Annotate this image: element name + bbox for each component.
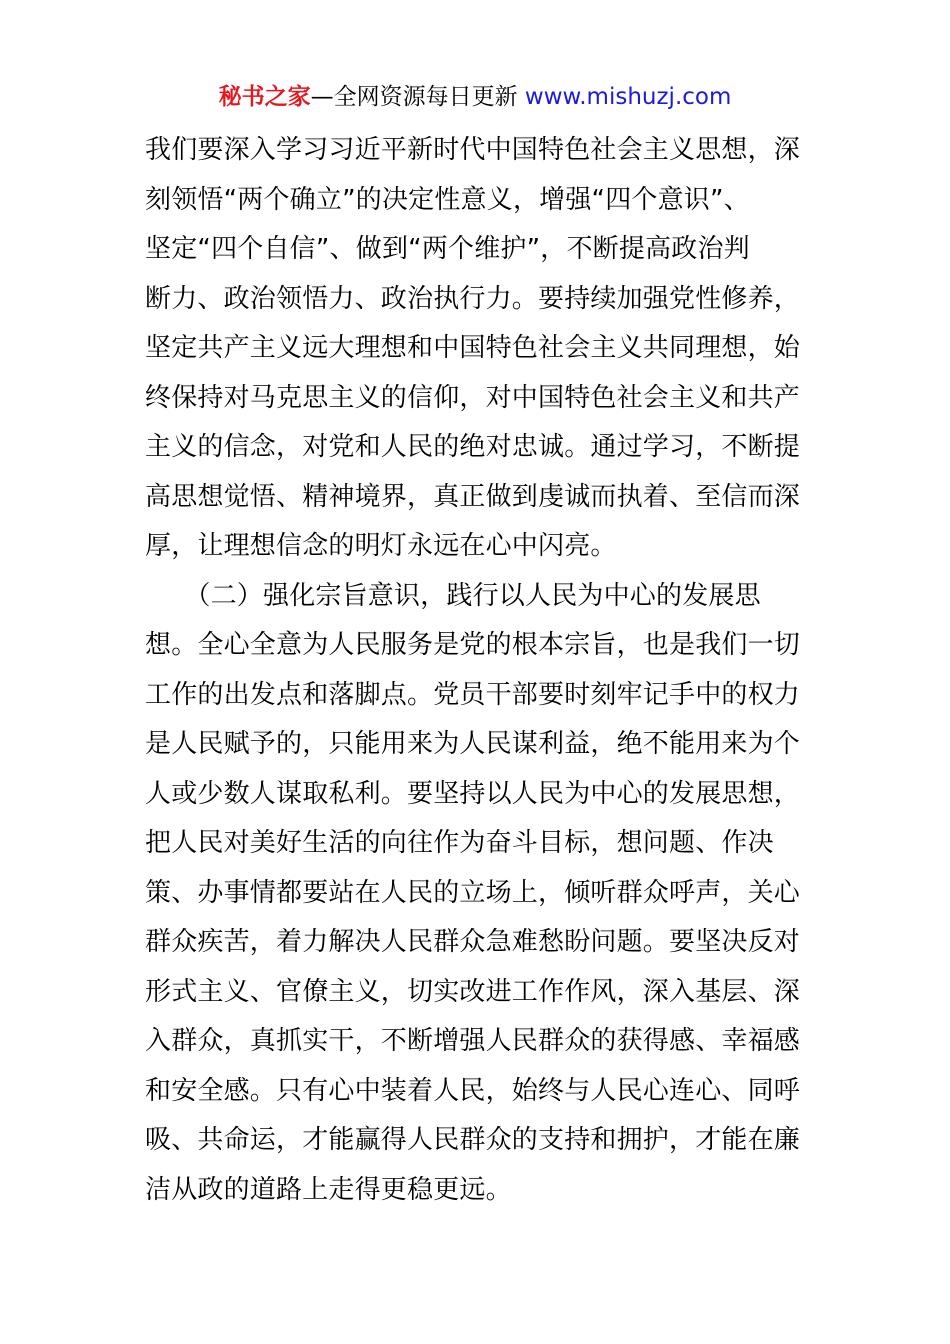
text-line: 主义的信念，对党和人民的绝对忠诚。通过学习，不断提: [145, 432, 801, 462]
site-header: [0, 80, 950, 114]
brand-name: 秘书之家: [218, 84, 311, 110]
text-line: 把人民对美好生活的向往作为奋斗目标，想问题、作决: [145, 828, 774, 858]
text-line: 我们要深入学习习近平新时代中国特色社会主义思想，深: [145, 135, 801, 165]
text-line: 人或少数人谋取私利。要坚持以人民为中心的发展思想，: [145, 778, 801, 809]
text-line: 高思想觉悟、精神境界，真正做到虔诚而执着、至信而深: [145, 481, 801, 512]
text-line: 想。全心全意为人民服务是党的根本宗旨，也是我们一切: [145, 630, 801, 660]
header-tagline: —全网资源每日更新: [310, 84, 525, 110]
text-line: 和安全感。只有心中装着人民，始终与人民心连心、同呼: [145, 1075, 801, 1106]
text-line: 入群众，真抓实干，不断增强人民群众的获得感、幸福感: [145, 1026, 801, 1056]
text-line: 坚定共产主义远大理想和中国特色社会主义共同理想，始: [145, 333, 801, 363]
document-body: [145, 126, 807, 1215]
text-line: 吸、共命运，才能赢得人民群众的支持和拥护，才能在廉: [145, 1125, 801, 1155]
text-line: 形式主义、官僚主义，切实改进工作作风，深入基层、深: [145, 976, 801, 1007]
text-line: 刻领悟“两个确立”的决定性意义，增强“四个意识”、: [145, 184, 750, 215]
text-line: 坚定“四个自信”、做到“两个维护”，不断提高政治判: [145, 234, 750, 264]
text-line: 洁从政的道路上走得更稳更远。: [145, 1174, 512, 1205]
text-line: 断力、政治领悟力、政治执行力。要持续加强党性修养，: [145, 283, 801, 314]
text-line: 群众疾苦，着力解决人民群众急难愁盼问题。要坚决反对: [145, 927, 801, 957]
text-line: 策、办事情都要站在人民的立场上，倾听群众呼声，关心: [145, 877, 801, 908]
text-line: 工作的出发点和落脚点。党员干部要时刻牢记手中的权力: [145, 679, 801, 710]
site-url-link[interactable]: www.mishuzj.com: [524, 84, 732, 110]
text-line: 是人民赋予的，只能用来为人民谋利益，绝不能用来为个: [145, 729, 801, 759]
text-line: 厚，让理想信念的明灯永远在心中闪亮。: [145, 531, 617, 561]
section-heading-line: （二）强化宗旨意识，践行以人民为中心的发展思: [145, 580, 761, 611]
text-line: 终保持对马克思主义的信仰，对中国特色社会主义和共产: [145, 382, 801, 413]
